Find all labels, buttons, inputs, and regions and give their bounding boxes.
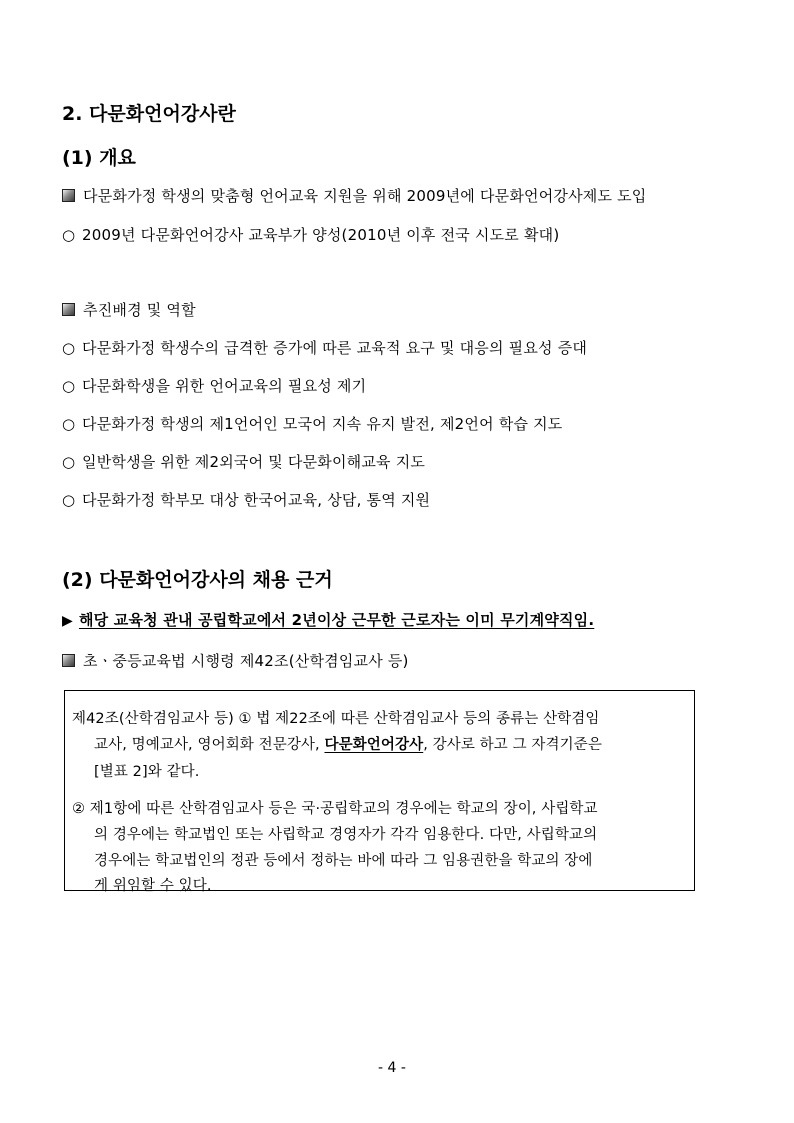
list-item-text: 다문화가정 학부모 대상 한국어교육, 상담, 통역 지원 bbox=[82, 491, 431, 509]
list-item-text: 다문화학생을 위한 언어교육의 필요성 제기 bbox=[82, 377, 367, 395]
list-item-text: 다문화가정 학생의 제1언어인 모국어 지속 유지 발전, 제2언어 학습 지도 bbox=[82, 415, 563, 433]
law-highlight-term: 다문화언어강사 bbox=[324, 737, 424, 753]
bullet-law bbox=[62, 650, 409, 671]
triangle-right-icon: ▶ bbox=[62, 613, 73, 629]
square-bullet-icon bbox=[62, 303, 75, 316]
law-p2-line1: ② 제1항에 따른 산학겸임교사 등은 국·공립학교의 경우에는 학교의 장이, 사립학교 bbox=[72, 801, 598, 817]
law-p1-line3: [별표 2]와 같다. bbox=[94, 764, 200, 780]
law-p1-line2 bbox=[94, 733, 602, 754]
sub-bullet bbox=[62, 224, 559, 245]
sub-bullet-text: 2009년 다문화언어강사 교육부가 양성(2010년 이후 전국 시도로 확대) bbox=[82, 226, 560, 244]
law-p2-line3: 경우에는 학교법인의 정관 등에서 정하는 바에 따라 그 임용권한을 학교의 장에 bbox=[94, 853, 593, 869]
law-p1-line2-pre: 교사, 명예교사, 영어회화 전문강사, bbox=[94, 737, 325, 753]
list-item bbox=[62, 413, 563, 434]
circle-bullet-icon: ○ bbox=[62, 226, 76, 244]
circle-bullet-icon: ○ bbox=[62, 491, 76, 509]
page-number: - 4 - bbox=[378, 1060, 406, 1076]
list-item-text: 다문화가정 학생수의 급격한 증가에 따른 교육적 요구 및 대응의 필요성 증대 bbox=[82, 339, 588, 357]
list-item bbox=[62, 337, 587, 358]
highlight-note bbox=[62, 609, 594, 630]
circle-bullet-icon: ○ bbox=[62, 453, 76, 471]
bullet-intro bbox=[62, 185, 647, 206]
law-p1-line1: 제42조(산학겸임교사 등) ① 법 제22조에 따른 산학겸임교사 등의 종류는 산학겸임 bbox=[72, 711, 600, 727]
section-title: 2. 다문화언어강사란 bbox=[62, 103, 236, 125]
list-item bbox=[62, 375, 366, 396]
square-bullet-icon bbox=[62, 189, 75, 202]
list-item bbox=[62, 489, 430, 510]
bullet-law-text: 초ㆍ중등교육법 시행령 제42조(산학겸임교사 등) bbox=[83, 652, 409, 670]
list-item bbox=[62, 451, 425, 472]
law-p2-line2: 의 경우에는 학교법인 또는 사립학교 경영자가 각각 임용한다. 다만, 사립학교의 bbox=[94, 827, 598, 843]
law-p1-line2-post: , 강사로 하고 그 자격기준은 bbox=[423, 737, 602, 753]
circle-bullet-icon: ○ bbox=[62, 339, 76, 357]
bullet-background-text: 추진배경 및 역할 bbox=[83, 301, 196, 319]
circle-bullet-icon: ○ bbox=[62, 415, 76, 433]
list-item-text: 일반학생을 위한 제2외국어 및 다문화이해교육 지도 bbox=[82, 453, 426, 471]
bullet-intro-text: 다문화가정 학생의 맞춤형 언어교육 지원을 위해 2009년에 다문화언어강사제도 도입 bbox=[83, 187, 647, 205]
bullet-background bbox=[62, 299, 196, 320]
law-p2-line4: 게 위임할 수 있다. bbox=[94, 878, 212, 894]
circle-bullet-icon: ○ bbox=[62, 377, 76, 395]
subsection-title-basis: (2) 다문화언어강사의 채용 근거 bbox=[62, 569, 333, 591]
subsection-title-overview: (1) 개요 bbox=[62, 147, 136, 169]
highlight-note-text: 해당 교육청 관내 공립학교에서 2년이상 근무한 근로자는 이미 무기계약직임. bbox=[78, 611, 595, 629]
square-bullet-icon bbox=[62, 654, 75, 667]
